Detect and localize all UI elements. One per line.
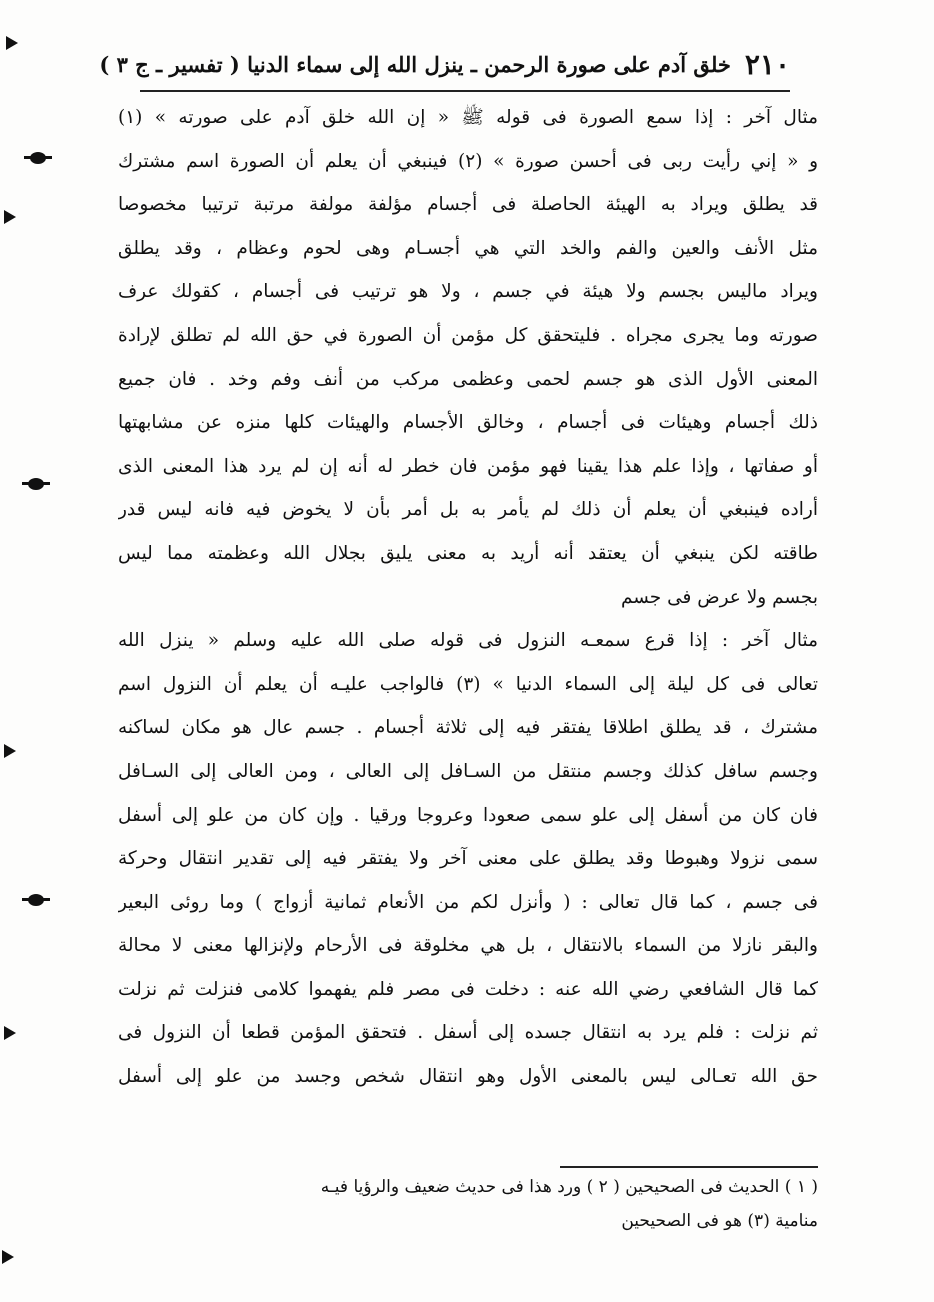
margin-mark [28, 478, 44, 490]
page-header [99, 44, 790, 84]
text-line: مثال آخر : إذا قرع سمعـه النزول فى قوله صلى الله عليه وسلم « ينزل الله [118, 630, 818, 652]
footnote-line: منامية (٣) هو فى الصحيحين [621, 1211, 818, 1231]
text-line: طاقته لكن ينبغي أن يعتقد أنه أريد به معنى يليق بجلال الله وعظمته مما ليس [118, 542, 818, 564]
footnotes [200, 1170, 818, 1238]
body-text [118, 96, 818, 1099]
text-line: حق الله تعـالى ليس بالمعنى الأول وهو انتقال شخص وجسد من علو إلى أسفل [118, 1066, 818, 1088]
text-line: فى جسم ، كما قال تعالى : ( وأنزل لكم من الأنعام ثمانية أزواج ) وما روئى البعير [118, 891, 818, 913]
text-line: ذلك أجسام وهيئات فى أجسام ، وخالق الأجسام والهيئات كلها منزه عن مشابهتها [118, 412, 818, 434]
footnote-line: ( ١ ) الحديث فى الصحيحين ( ٢ ) ورد هذا فى حديث ضعيف والرؤيا فيـه [320, 1177, 818, 1197]
text-line: تعالى فى كل ليلة إلى السماء الدنيا » (٣) فالواجب عليـه أن يعلم أن النزول اسم [118, 673, 818, 695]
footnote-rule [560, 1166, 818, 1168]
text-line: فان كان من أسفل إلى علو سمى صعودا وعروجا ورقيا . وإن كان من علو إلى أسفل [118, 804, 818, 826]
text-line: ثم نزلت : فلم يرد به انتقال جسده إلى أسفل . فتحقق المؤمن قطعا أن النزول فى [118, 1022, 818, 1044]
text-line: ويراد ماليس بجسم ولا هيئة في جسم ، ولا هو ترتيب فى أجسام ، كقولك عرف [118, 281, 818, 303]
text-line: والبقر نازلا من السماء بالانتقال ، بل هي مخلوقة فى الأرحام ولإنزالها معنى لا محالة [118, 935, 818, 957]
margin-mark [4, 210, 16, 224]
text-line: أو صفاتها ، وإذا علم هذا يقينا فهو مؤمن فان خطر له أنه إن لم يرد هذا المعنى الذى [118, 455, 818, 477]
text-line: كما قال الشافعي رضي الله عنه : دخلت فى مصر فلم يفهموا كلامى فنزلت ثم نزلت [118, 978, 818, 1000]
text-line: مشترك ، قد يطلق اطلاقا يفتقر فيه إلى ثلاثة أجسام . جسم عال هو مكان لساكنه [118, 717, 818, 739]
text-line: مثال آخر : إذا سمع الصورة فى قوله ﷺ « إن الله خلق آدم على صورته » (١) [118, 107, 818, 128]
margin-mark [4, 744, 16, 758]
margin-mark [6, 36, 18, 50]
text-line: أراده فينبغي أن يعلم أن ذلك لم يأمر به بل أمر بأن لا يخوض فيه فانه ليس قدر [118, 499, 818, 521]
text-line: مثل الأنف والعين والفم والخد التي هي أجسـام وهى لحوم وعظام ، وقد يطلق [118, 237, 818, 259]
text-line: وجسم سافل كذلك وجسم منتقل من السـافل إلى العالى ، ومن العالى إلى السـافل [118, 760, 818, 782]
text-line: قد يطلق ويراد به الهيئة الحاصلة فى أجسام مؤلفة مولفة مرتبة ترتيبا مخصوصا [118, 194, 818, 216]
page-number: ٢١٠ [744, 47, 790, 81]
text-line: المعنى الأول الذى هو جسم لحمى وعظمى مركب من أنف وفم وخد . فان جميع [118, 368, 818, 390]
running-title: خلق آدم على صورة الرحمن ـ ينزل الله إلى سماء الدنيا ( تفسير ـ ج ٣ ) [99, 51, 731, 77]
text-line: و « إني رأيت ربى فى أحسن صورة » (٢) فينبغي أن يعلم أن الصورة اسم مشترك [118, 150, 818, 172]
text-line: صورته وما يجرى مجراه . فليتحقق كل مؤمن أن الصورة في حق الله لم تطلق لإرادة [118, 324, 818, 346]
margin-mark [2, 1250, 14, 1264]
margin-mark [30, 152, 46, 164]
text-line: سمى نزولا وهبوطا وقد يطلق على معنى آخر ولا يفتقر فيه إلى تقدير انتقال وحركة [118, 848, 818, 870]
text-line: بجسم ولا عرض فى جسم [620, 586, 818, 608]
margin-mark [4, 1026, 16, 1040]
header-rule [140, 90, 790, 92]
margin-mark [28, 894, 44, 906]
